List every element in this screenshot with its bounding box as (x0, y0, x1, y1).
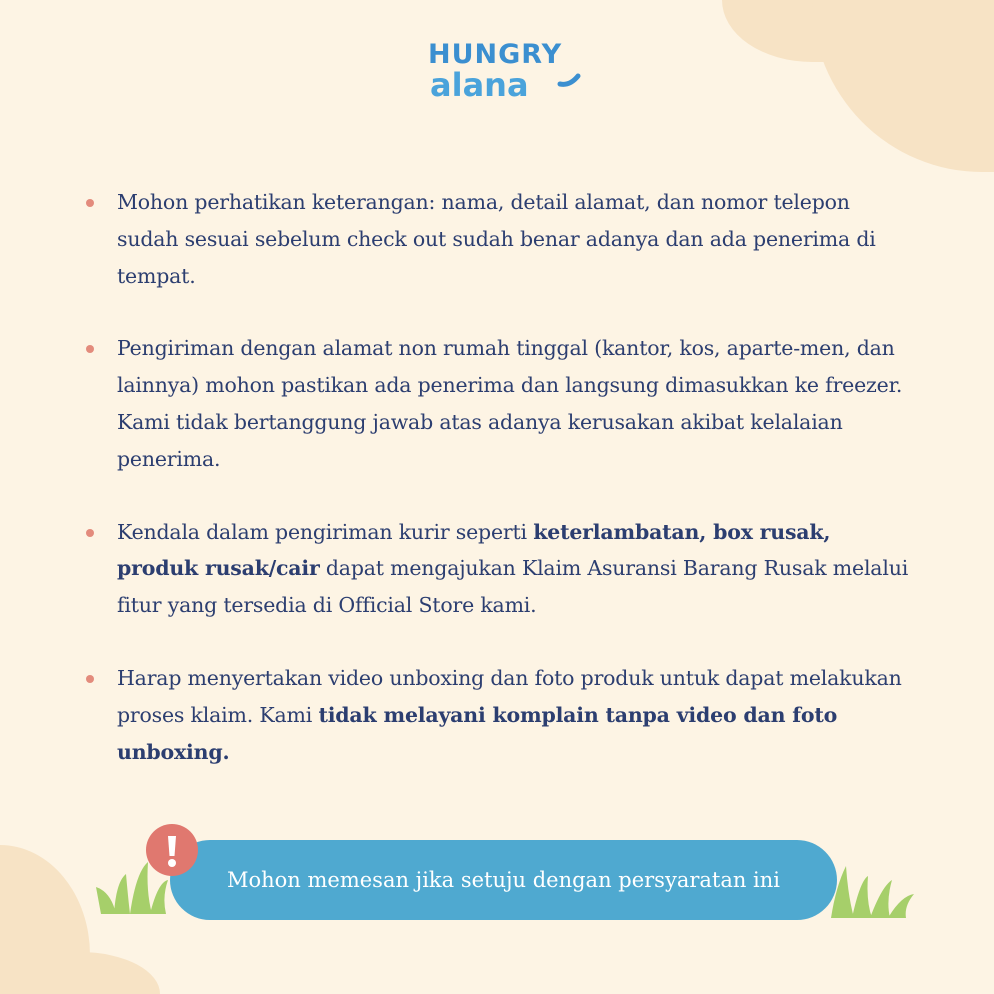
term-item (84, 184, 914, 294)
term-emphasis: keterlambatan, box rusak, produk rusak/cair (117, 519, 831, 581)
term-text: Kendala dalam pengiriman kurir seperti (117, 519, 534, 544)
term-item (84, 330, 914, 477)
term-text: Pengiriman dengan alamat non rumah tinggal (kantor, kos, aparte-men, dan lainnya) mohon pastikan ada penerima dan langsung dimasukkan ke freezer. Kami tidak bertanggung jawab atas adanya kerusakan akibat kelalaian penerima. (117, 336, 903, 471)
decor-blob-bottom-left-small (0, 952, 160, 994)
svg-text:alana: alana (430, 66, 529, 104)
term-item (84, 660, 914, 770)
term-item (84, 514, 914, 624)
grass-right-icon (826, 866, 916, 918)
terms-list (84, 184, 914, 806)
term-text: Mohon perhatikan keterangan: nama, detail alamat, dan nomor telepon sudah sesuai sebelum check out sudah benar adanya dan ada penerima di tempat. (117, 190, 876, 288)
agreement-banner (170, 840, 837, 920)
hungry-alana-logo (428, 36, 588, 106)
svg-text:HUNGRY: HUNGRY (428, 39, 563, 70)
term-emphasis: tidak melayani komplain tanpa video dan foto unboxing. (117, 702, 838, 764)
term-text: dapat mengajukan Klaim Asuransi Barang Rusak melalui fitur yang tersedia di Official Store kami. (117, 556, 909, 618)
exclamation-icon (146, 824, 198, 876)
agreement-text: Mohon memesan jika setuju dengan persyaratan ini (226, 868, 781, 892)
term-text: Harap menyertakan video unboxing dan foto produk untuk dapat melakukan proses klaim. Kami (117, 665, 902, 727)
decor-blob-top-right (812, 0, 994, 172)
